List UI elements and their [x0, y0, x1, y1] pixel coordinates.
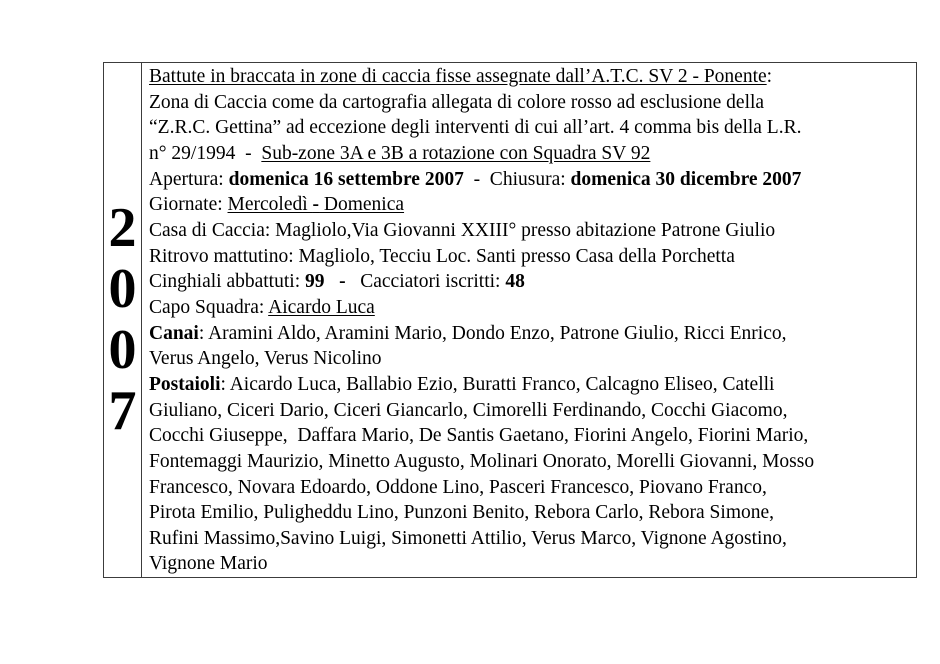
text-run: Zona di Caccia come da cartografia allegata di colore rosso ad esclusione della	[149, 91, 765, 113]
text-run: Rufini Massimo,Savino Luigi, Simonetti Attilio, Verus Marco, Vignone Agostino,	[149, 527, 787, 549]
text-run: : Aramini Aldo, Aramini Mario, Dondo Enzo, Patrone Giulio, Ricci Enrico,	[198, 322, 787, 344]
text-line	[149, 64, 912, 90]
text-run: -	[339, 271, 346, 293]
text-run: Verus Angelo, Verus Nicolino	[149, 348, 382, 370]
text-run: Cinghiali abbattuti:	[149, 271, 305, 293]
text-line	[149, 295, 912, 321]
year-digit: 2	[108, 197, 137, 259]
text-line	[149, 192, 912, 218]
text-line	[149, 346, 912, 372]
text-line	[149, 90, 912, 116]
text-run: Ritrovo mattutino: Magliolo, Tecciu Loc. Santi presso Casa della Porchetta	[149, 245, 735, 267]
text-line	[149, 269, 912, 295]
year-cell	[104, 63, 142, 577]
year-digit: 0	[108, 319, 137, 381]
year-digit: 0	[108, 258, 137, 320]
text-run	[324, 271, 339, 292]
text-line	[149, 398, 912, 424]
text-run: Cacciatori iscritti:	[345, 271, 506, 293]
text-run: 99	[304, 271, 325, 293]
text-run: Battute in braccata in zone di caccia fisse assegnate dall’A.T.C. SV 2 - Ponente	[149, 66, 767, 87]
text-line	[149, 551, 912, 577]
text-run: Aicardo Luca	[268, 296, 375, 318]
text-run: - Chiusura:	[463, 168, 571, 190]
hunting-squad-record-table	[103, 62, 917, 578]
text-run: “Z.R.C. Gettina” ad eccezione degli interventi di cui all’art. 4 comma bis della L.R.	[149, 117, 802, 139]
text-line	[149, 244, 912, 270]
text-run: Canai	[149, 322, 199, 344]
text-run: Pirota Emilio, Puligheddu Lino, Punzoni Benito, Rebora Carlo, Rebora Simone,	[149, 502, 775, 524]
text-run: Giornate:	[149, 194, 228, 216]
text-run: domenica 16 settembre 2007	[228, 168, 464, 190]
text-line	[149, 500, 912, 526]
text-run: Postaioli	[149, 373, 221, 395]
text-run: Cocchi Giuseppe, Daffara Mario, De Santis Gaetano, Fiorini Angelo, Fiorini Mario,	[149, 425, 809, 447]
text-line	[149, 372, 912, 398]
text-run: Sub-zone 3A e 3B a rotazione con Squadra SV 92	[261, 142, 651, 164]
text-run: Domenica	[319, 194, 405, 216]
text-line	[149, 218, 912, 244]
text-line	[149, 321, 912, 347]
text-line	[149, 115, 912, 141]
text-run: Fontemaggi Maurizio, Minetto Augusto, Molinari Onorato, Morelli Giovanni, Mosso	[149, 450, 815, 472]
text-run: Capo Squadra:	[149, 296, 269, 318]
text-line	[149, 449, 912, 475]
record-details-cell	[142, 63, 916, 577]
text-line	[149, 167, 912, 193]
text-line	[149, 526, 912, 552]
text-line	[149, 141, 912, 167]
text-run: 48	[505, 271, 525, 293]
text-run: Mercoledì	[227, 194, 313, 216]
text-run: Casa di Caccia: Magliolo,Via Giovanni XXIII° presso abitazione Patrone Giulio	[149, 219, 776, 241]
text-run: : Aicardo Luca, Ballabio Ezio, Buratti Franco, Calcagno Eliseo, Catelli	[220, 373, 775, 395]
text-run: -	[312, 194, 320, 216]
text-run: n° 29/1994 -	[149, 142, 262, 164]
year-digit: 7	[108, 380, 137, 442]
text-line	[149, 475, 912, 501]
text-line	[149, 423, 912, 449]
text-run: Francesco, Novara Edoardo, Oddone Lino, Pasceri Francesco, Piovano Franco,	[149, 476, 767, 498]
text-run: :	[766, 66, 773, 87]
text-run: domenica 30 dicembre 2007	[570, 168, 802, 190]
text-run: Apertura:	[149, 168, 229, 190]
text-run: Giuliano, Ciceri Dario, Ciceri Giancarlo, Cimorelli Ferdinando, Cocchi Giacomo,	[149, 399, 788, 421]
text-run: Vignone Mario	[149, 553, 268, 575]
